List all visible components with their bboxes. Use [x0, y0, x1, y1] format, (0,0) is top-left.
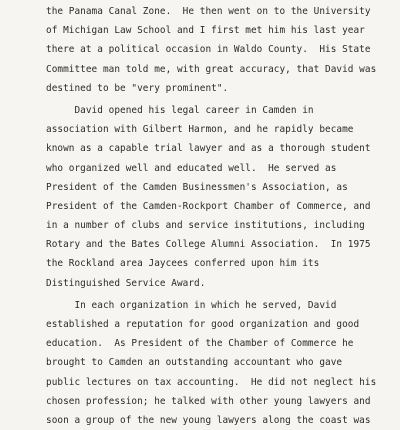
typed-text-body — [46, 2, 386, 430]
text-line: in a number of clubs and service institutions, including — [46, 220, 365, 232]
text-line: President of the Camden-Rockport Chamber of Commerce, and — [46, 200, 371, 212]
text-line: In each organization in which he served, David — [46, 299, 337, 311]
text-line: David opened his legal career in Camden in — [46, 104, 314, 116]
text-line: known as a capable trial lawyer and as a thorough student — [46, 143, 371, 155]
text-line: Distinguished Service Award. — [46, 277, 206, 289]
text-line: chosen profession; he talked with other young lawyers and — [46, 395, 371, 407]
text-line: the Rockland area Jaycees conferred upon him its — [46, 258, 320, 270]
text-line: brought to Camden an outstanding accountant who gave — [46, 357, 343, 369]
text-line: destined to be "very prominent". — [46, 82, 229, 94]
text-line: who organized well and educated well. He served as — [46, 162, 337, 174]
text-line: Committee man told me, with great accuracy, that David was — [46, 63, 377, 75]
text-line: Rotary and the Bates College Alumni Association. In 1975 — [46, 239, 371, 251]
text-line: of Michigan Law School and I first met him his last year — [46, 25, 365, 37]
text-line: education. As President of the Chamber of Commerce he — [46, 338, 354, 350]
text-line: established a reputation for good organization and good — [46, 319, 360, 330]
text-line: President of the Camden Businessmen's Association, as — [46, 181, 348, 193]
text-line: public lectures on tax accounting. He did not neglect his — [46, 376, 377, 388]
text-line: soon a group of the new young lawyers along the coast was — [46, 414, 371, 426]
text-line: the Panama Canal Zone. He then went on to the University — [46, 6, 371, 17]
text-line: there at a political occasion in Waldo County. His State — [46, 44, 371, 56]
text-line: association with Gilbert Harmon, and he rapidly became — [46, 124, 354, 136]
